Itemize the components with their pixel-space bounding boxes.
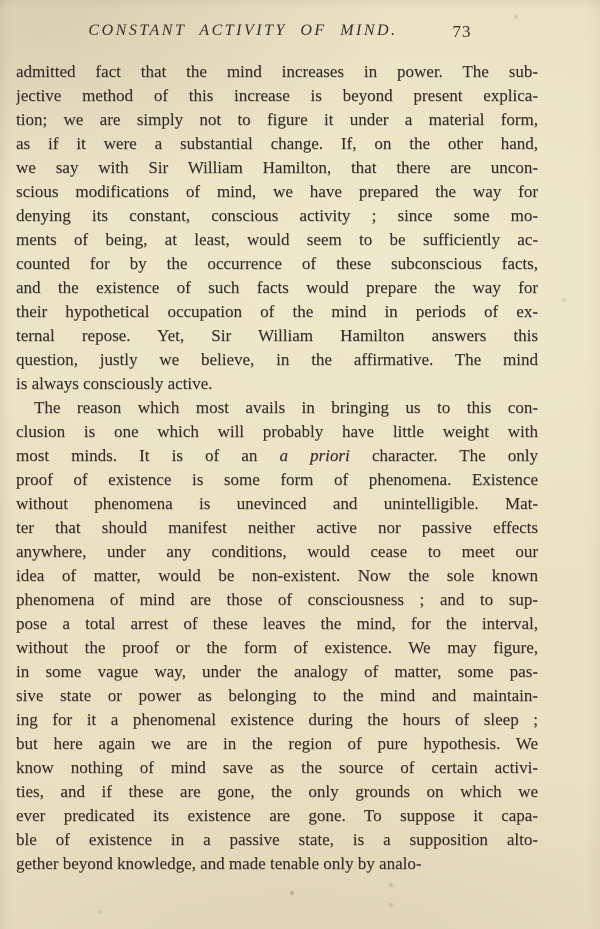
text-line: ing for it a phenomenal existence during the hours of sleep ;: [16, 710, 538, 729]
text-line: ments of being, at least, would seem to be sufficiently ac-: [16, 230, 538, 249]
text-line: in some vague way, under the analogy of matter, some pas-: [16, 662, 538, 681]
text-line: ter that should manifest neither active nor passive effects: [16, 518, 538, 537]
text-line: we say with Sir William Hamilton, that there are uncon-: [16, 158, 538, 177]
text-line: ble of existence in a passive state, is a supposition alto-: [16, 830, 538, 849]
text-line: jective method of this increase is beyond present explica-: [16, 86, 538, 105]
text-line: and the existence of such facts would prepare the way for: [16, 278, 538, 297]
text-line: question, justly we believe, in the affirmative. The mind: [16, 350, 538, 369]
text-line: phenomena of mind are those of consciousness ; and to sup-: [16, 590, 538, 609]
running-head: [0, 22, 600, 46]
text-line: is always consciously active.: [16, 374, 213, 393]
text-line: pose a total arrest of these leaves the mind, for the interval,: [16, 614, 538, 633]
body-text: [16, 60, 538, 876]
text-line: clusion is one which will probably have little weight with: [16, 422, 538, 441]
text-line: ever predicated its existence are gone. To suppose it capa-: [16, 806, 538, 825]
text-line: admitted fact that the mind increases in power. The sub-: [16, 62, 538, 81]
text-line: their hypothetical occupation of the mind in periods of ex-: [16, 302, 538, 321]
text-line: anywhere, under any conditions, would cease to meet our: [16, 542, 538, 561]
text-line: know nothing of mind save as the source of certain activi-: [16, 758, 538, 777]
text-line: counted for by the occurrence of these subconscious facts,: [16, 254, 538, 273]
text-line: gether beyond knowledge, and made tenable only by analo-: [16, 854, 422, 873]
italic-phrase: a priori: [279, 446, 350, 465]
text-line: denying its constant, conscious activity ; since some mo-: [16, 206, 538, 225]
text-line: but here again we are in the region of pure hypothesis. We: [16, 734, 538, 753]
text-line: without the proof or the form of existence. We may figure,: [16, 638, 538, 657]
text-line: ties, and if these are gone, the only grounds on which we: [16, 782, 538, 801]
text-line: without phenomena is unevinced and unintelligible. Mat-: [16, 494, 538, 513]
text-line: ternal repose. Yet, Sir William Hamilton answers this: [16, 326, 538, 345]
text-line: [16, 444, 538, 468]
page-number: 73: [452, 22, 472, 41]
text-segment: most minds. It is of an: [16, 446, 280, 465]
text-line: sive state or power as belonging to the mind and maintain-: [16, 686, 538, 705]
text-line: tion; we are simply not to figure it under a material form,: [16, 110, 538, 129]
text-line: scious modifications of mind, we have prepared the way for: [16, 182, 538, 201]
text-segment: character. The only: [349, 446, 538, 465]
text-line: The reason which most avails in bringing us to this con-: [34, 398, 538, 417]
text-line: as if it were a substantial change. If, on the other hand,: [16, 134, 538, 153]
running-head-title: CONSTANT ACTIVITY OF MIND.: [88, 22, 398, 39]
text-line: proof of existence is some form of phenomena. Existence: [16, 470, 538, 489]
text-line: idea of matter, would be non-existent. Now the sole known: [16, 566, 538, 585]
